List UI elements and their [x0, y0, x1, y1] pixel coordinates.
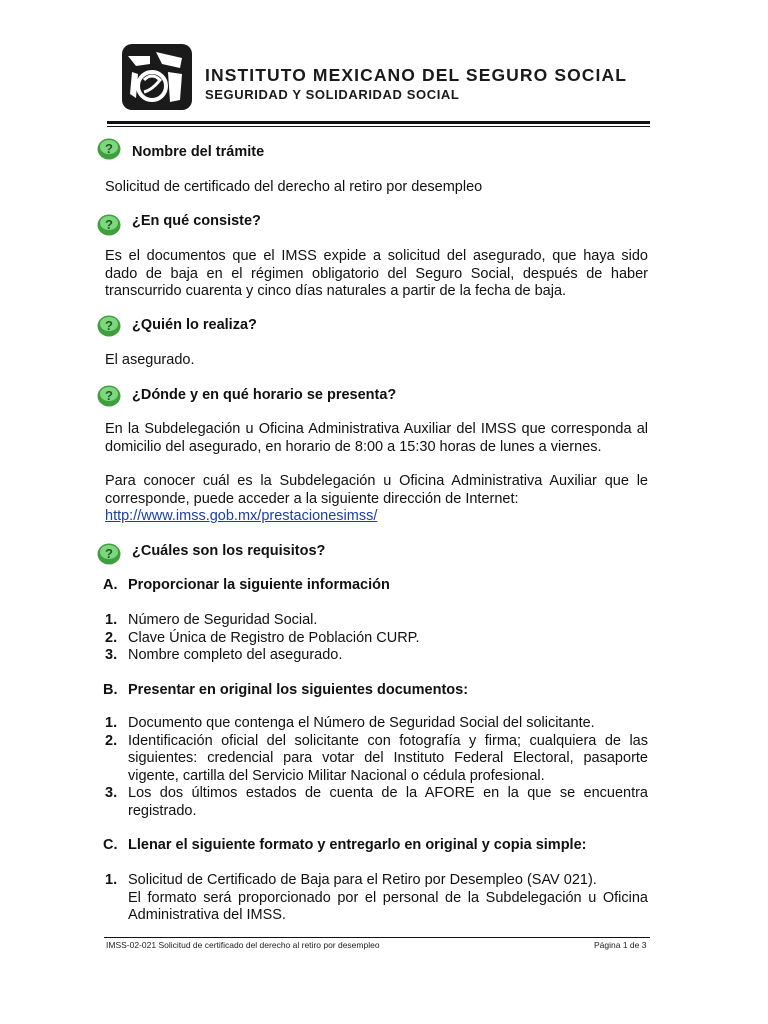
- heading-donde: ¿Dónde y en qué horario se presenta?: [132, 387, 397, 403]
- question-icon: [97, 214, 121, 236]
- text-consiste: Es el documentos que el IMSS expide a solicitud del asegurado, que haya sido dado de baja en el régimen obligatorio del Seguro Social, después de haber transcurrido cuarenta y cinco días naturales a partir de la fecha de baja.: [105, 248, 648, 299]
- question-icon: [97, 385, 121, 407]
- question-icon: [97, 315, 121, 337]
- list-item: 2. Identificación oficial del solicitante con fotografía y firma; cualquiera de las siguientes: credencial para votar del Instituto Federal Electoral, pasaporte vigente, cartilla del Servicio Militar Nacional o cédula profesional.: [105, 732, 648, 784]
- question-icon: [97, 543, 121, 565]
- heading-consiste: ¿En qué consiste?: [132, 213, 261, 229]
- list-item: 1. Número de Seguridad Social.: [105, 612, 318, 628]
- text-quien: El asegurado.: [105, 352, 195, 368]
- institution-name: INSTITUTO MEXICANO DEL SEGURO SOCIAL: [205, 65, 628, 85]
- header-divider-thin: [107, 126, 650, 127]
- list-item: 3. Nombre completo del asegurado.: [105, 647, 343, 663]
- footer-doc-id: IMSS-02-021 Solicitud de certificado del derecho al retiro por desempleo: [106, 940, 380, 950]
- text-donde-2: Para conocer cuál es la Subdelegación u Oficina Administrativa Auxiliar que le corresponde, puede acceder a la siguiente dirección de Internet:: [105, 473, 648, 507]
- header-divider: [107, 121, 650, 124]
- heading-quien: ¿Quién lo realiza?: [132, 317, 257, 333]
- text-nombre: Solicitud de certificado del derecho al retiro por desempleo: [105, 179, 483, 195]
- svg-text:?: ?: [105, 217, 113, 232]
- list-item: 3. Los dos últimos estados de cuenta de la AFORE en la que se encuentra registrado.: [105, 785, 648, 819]
- requisito-b-title: Presentar en original los siguientes documentos:: [128, 682, 469, 698]
- heading-requisitos: ¿Cuáles son los requisitos?: [132, 543, 326, 559]
- svg-text:?: ?: [105, 388, 113, 403]
- requisito-a-list: [105, 612, 648, 665]
- requisito-c-title: Llenar el siguiente formato y entregarlo en original y copia simple:: [128, 837, 587, 853]
- footer-divider: [104, 937, 650, 938]
- requisito-b-list: [105, 715, 648, 820]
- requisito-b-letter: B.: [103, 682, 118, 698]
- svg-text:?: ?: [105, 141, 113, 156]
- requisito-c-letter: C.: [103, 837, 118, 853]
- requisito-a-letter: A.: [103, 577, 118, 593]
- svg-text:?: ?: [105, 546, 113, 561]
- imss-logo: [122, 44, 192, 110]
- text-donde-1: En la Subdelegación u Oficina Administrativa Auxiliar del IMSS que corresponda al domicilio del asegurado, en horario de 8:00 a 15:30 horas de lunes a viernes.: [105, 421, 648, 455]
- list-item: 1. Solicitud de Certificado de Baja para el Retiro por Desempleo (SAV 021). El formato será proporcionado por el personal de la Subdelegación u Oficina Administrativa del IMSS.: [105, 872, 648, 923]
- list-item: 2. Clave Única de Registro de Población CURP.: [105, 629, 420, 646]
- heading-nombre: Nombre del trámite: [132, 144, 265, 160]
- question-icon: [97, 138, 121, 160]
- footer-page-number: Página 1 de 3: [594, 940, 647, 950]
- requisito-a-title: Proporcionar la siguiente información: [128, 577, 390, 593]
- requisito-c-list: [105, 872, 648, 925]
- svg-text:?: ?: [105, 318, 113, 333]
- prestaciones-link[interactable]: http://www.imss.gob.mx/prestacionesimss/: [105, 508, 378, 524]
- list-item: 1. Documento que contenga el Número de Seguridad Social del solicitante.: [105, 715, 595, 731]
- institution-tagline: SEGURIDAD Y SOLIDARIDAD SOCIAL: [205, 87, 460, 102]
